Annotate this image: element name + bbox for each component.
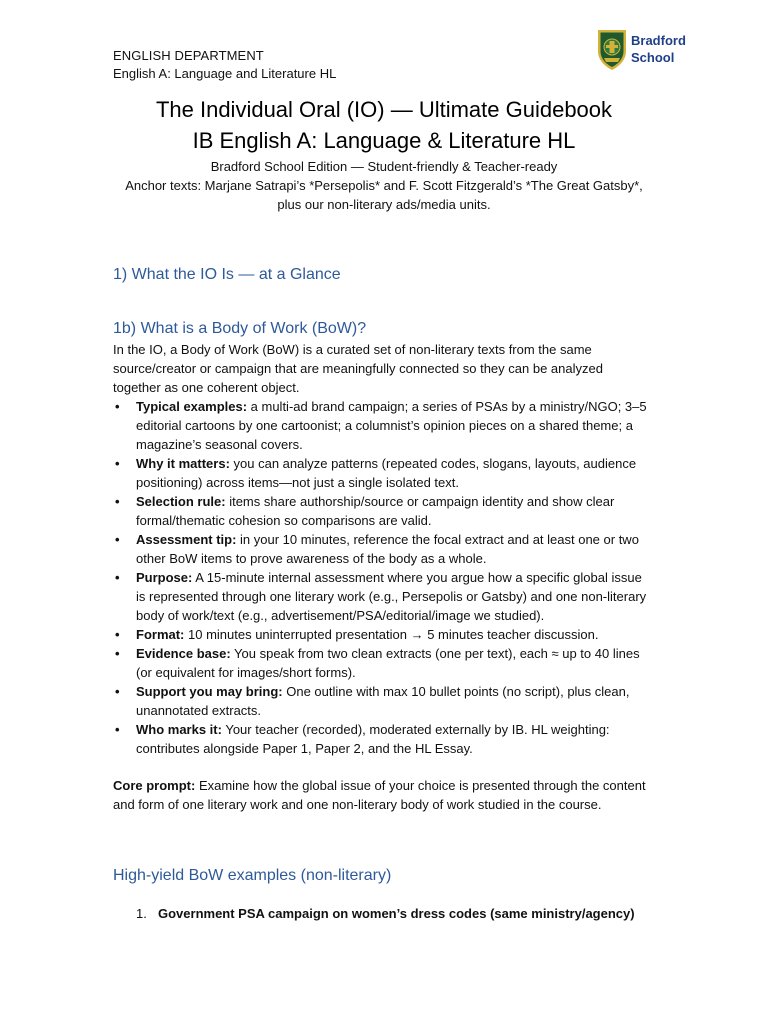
list-item: • Typical examples: a multi-ad brand campaign; a series of PSAs by a ministry/NGO; 3–5 editorial cartoons by one cartoonist; a columnist’s opinion pieces on a shared theme; a magazine’s seasonal covers.: [115, 399, 647, 452]
bow-examples-list: [113, 904, 673, 923]
section-heading-bow-examples: High-yield BoW examples (non-literary): [113, 867, 392, 884]
bow-bullet-list: [113, 397, 653, 758]
list-item: 1. Government PSA campaign on women’s dress codes (same ministry/agency): [136, 906, 635, 921]
list-item: • Assessment tip: in your 10 minutes, reference the focal extract and at least one or two other BoW items to prove awareness of the body as a whole.: [115, 532, 639, 566]
list-item: • Why it matters: you can analyze patterns (repeated codes, slogans, layouts, audience positioning) across items—not just a single isolated text.: [115, 456, 637, 490]
list-item: • Format: 10 minutes uninterrupted presentation → 5 minutes teacher discussion.: [115, 627, 599, 642]
course-name: English A: Language and Literature HL: [113, 66, 337, 81]
list-item: • Who marks it: Your teacher (recorded), moderated externally by IB. HL weighting: contributes alongside Paper 1, Paper 2, and the HL Essay.: [115, 722, 610, 756]
section-heading-body-of-work: 1b) What is a Body of Work (BoW)?: [113, 320, 367, 337]
core-prompt-paragraph: Core prompt: Examine how the global issue of your choice is presented through the content and form of one literary work and one non-literary body of work studied in the course.: [113, 778, 646, 812]
bow-intro-paragraph: In the IO, a Body of Work (BoW) is a curated set of non-literary texts from the same source/creator or campaign that are meaningfully connected so they can be analyzed together as one coherent object.: [113, 342, 603, 395]
list-item: • Purpose: A 15-minute internal assessment where you argue how a specific global issue is represented through one literary work (e.g., Persepolis or Gatsby) and one non-literary body of work/text (e.g., advertisement/PSA/editorial/image we studied).: [115, 570, 647, 623]
section-heading-io-glance: 1) What the IO Is — at a Glance: [113, 266, 341, 283]
anchor-texts-line: Anchor texts: Marjane Satrapi’s *Persepolis* and F. Scott Fitzgerald’s *The Great Gatsby*, plus our non-literary ads/media units.: [125, 178, 643, 212]
document-title: The Individual Oral (IO) — Ultimate Guidebook: [155, 97, 613, 122]
school-logo: [596, 26, 706, 72]
list-item: • Evidence base: You speak from two clean extracts (one per text), each ≈ up to 40 lines (or equivalent for images/short forms).: [115, 646, 640, 680]
list-item: • Support you may bring: One outline with max 10 bullet points (no script), plus clean, unannotated extracts.: [115, 684, 630, 718]
department-header: [113, 47, 336, 83]
edition-line: Bradford School Edition — Student-friendly & Teacher-ready: [210, 159, 558, 174]
list-item: • Selection rule: items share authorship/source or campaign identity and show clear formal/thematic cohesion so comparisons are valid.: [115, 494, 615, 528]
school-crest-icon: [596, 27, 628, 71]
logo-text: Bradford School: [631, 33, 686, 65]
department-name: ENGLISH DEPARTMENT: [113, 48, 264, 63]
document-subtitle: IB English A: Language & Literature HL: [192, 128, 576, 153]
